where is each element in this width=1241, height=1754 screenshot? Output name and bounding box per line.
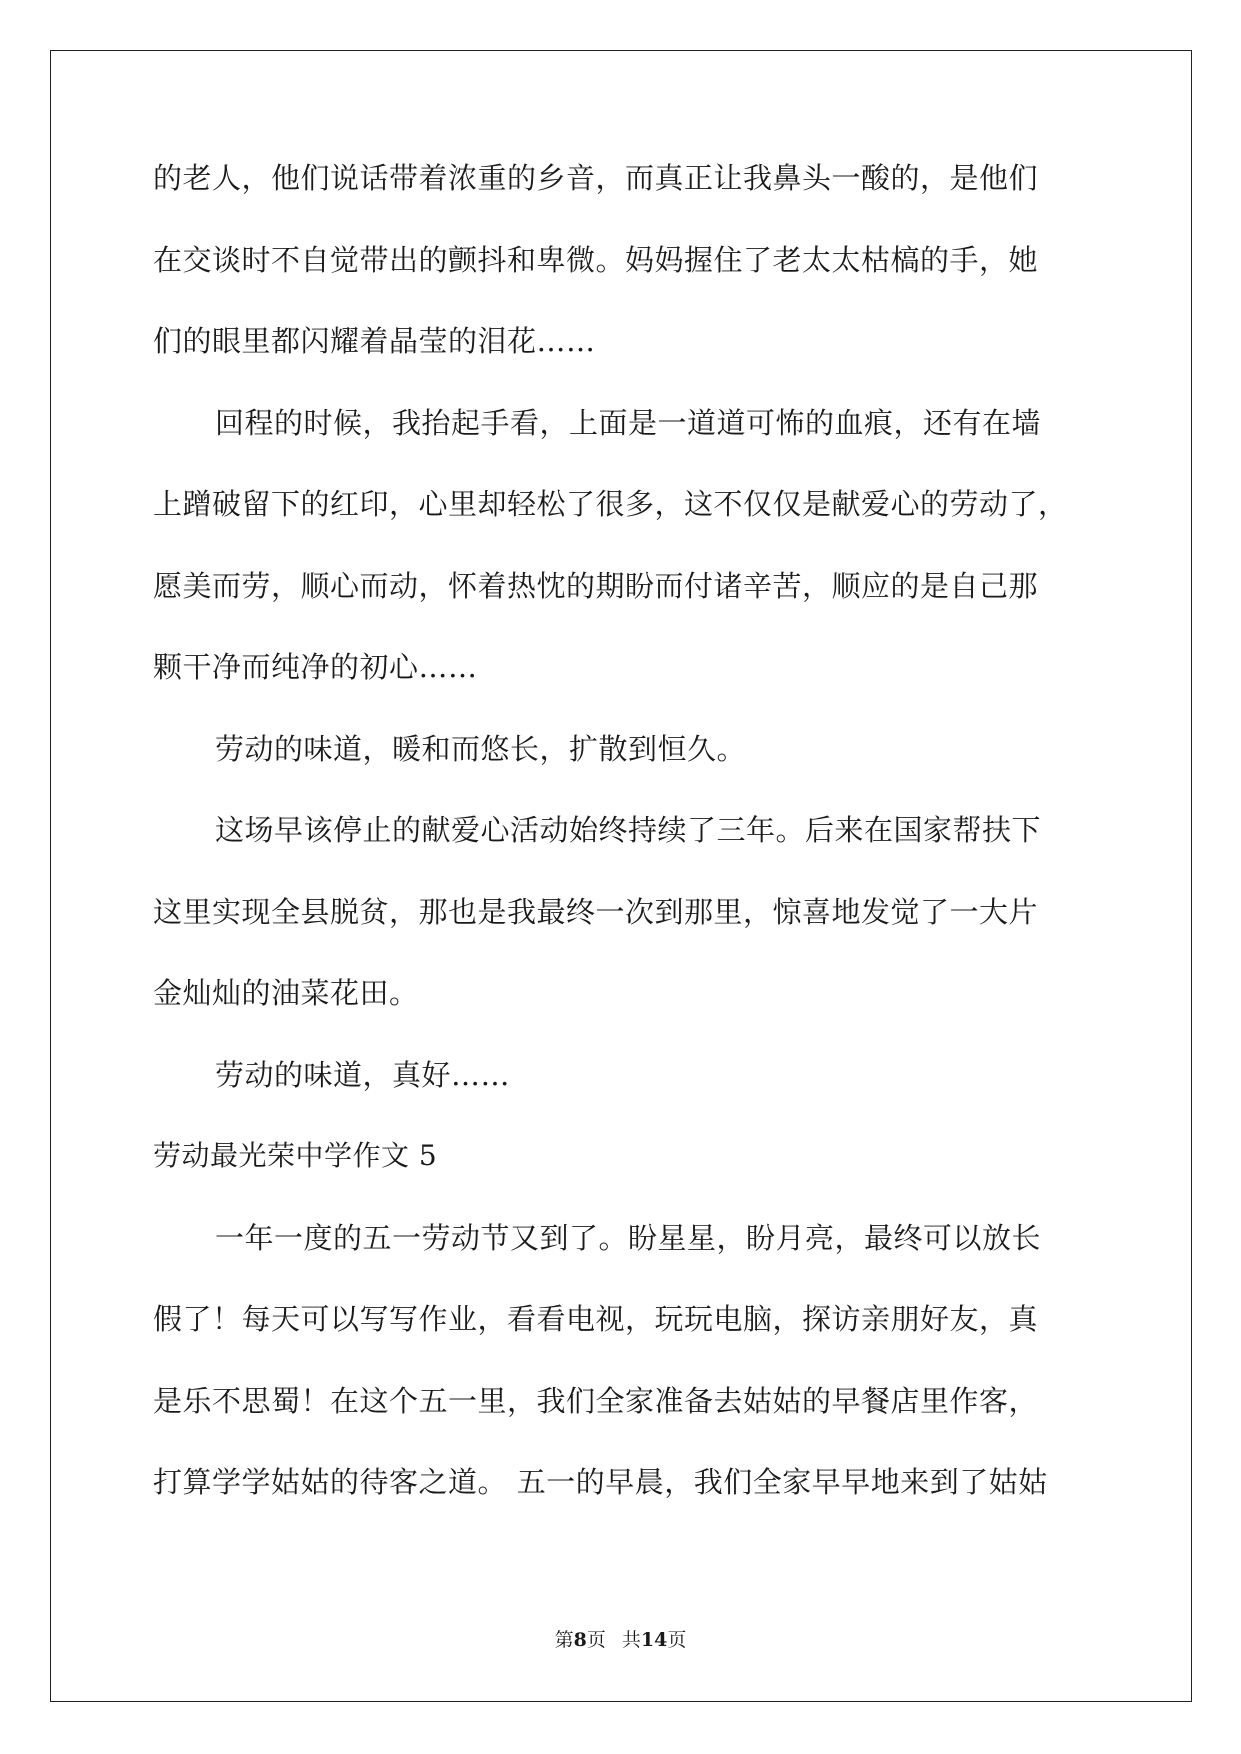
text-line: 一年一度的五一劳动节又到了。盼星星，盼月亮，最终可以放长: [215, 1220, 1042, 1255]
text-line: 打算学学姑姑的待客之道。 五一的早晨，我们全家早早地来到了姑姑: [153, 1465, 1048, 1499]
text-line: 的老人，他们说话带着浓重的乡音，而真正让我鼻头一酸的，是他们: [153, 161, 1039, 195]
page-number-suffix: 页: [586, 1629, 606, 1651]
text-line: 上蹭破留下的红印，心里却轻松了很多，这不仅仅是献爱心的劳动了，: [153, 487, 1068, 521]
text-line: 颗干净而纯净的初心……: [153, 650, 478, 684]
text-line: 回程的时候，我抬起手看，上面是一道道可怖的血痕，还有在墙: [215, 405, 1042, 440]
text-line: 劳动的味道，暖和而悠长，扩散到恒久。: [215, 731, 747, 766]
page-number-prefix: 第: [554, 1629, 574, 1651]
text-line: 是乐不思蜀！在这个五一里，我们全家准备去姑姑的早餐店里作客，: [153, 1383, 1039, 1418]
page-total-suffix: 页: [667, 1629, 687, 1651]
text-line: 这场早该停止的献爱心活动始终持续了三年。后来在国家帮扶下: [215, 813, 1042, 847]
text-line: 假了！每天可以写写作业，看看电视，玩玩电脑，探访亲朋好友，真: [153, 1302, 1039, 1336]
text-line: 愿美而劳，顺心而动，怀着热忱的期盼而付诸辛苦，顺应的是自己那: [153, 568, 1039, 603]
text-line: 们的眼里都闪耀着晶莹的泪花……: [153, 324, 596, 358]
section-heading: 劳动最光荣中学作文 5: [153, 1139, 438, 1172]
text-line: 金灿灿的油菜花田。: [153, 976, 419, 1010]
page-number-current: 8: [573, 1629, 587, 1651]
page-footer: [0, 1625, 1241, 1652]
text-line: 在交谈时不自觉带出的颤抖和卑微。妈妈握住了老太太枯槁的手，她: [153, 242, 1039, 277]
text-line: 这里实现全县脱贫，那也是我最终一次到那里，惊喜地发觉了一大片: [153, 894, 1039, 929]
page-total-prefix: 共: [621, 1629, 641, 1651]
document-body: [153, 160, 1113, 1546]
page-total: 14: [640, 1629, 668, 1651]
text-line: 劳动的味道，真好……: [215, 1057, 511, 1092]
